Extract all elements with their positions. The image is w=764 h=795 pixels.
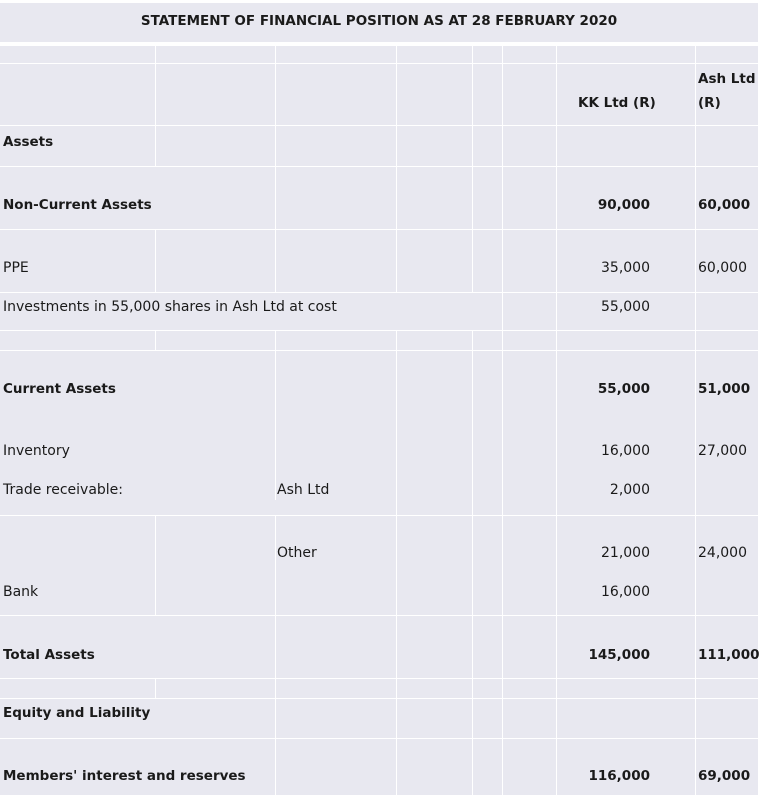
statement-title: STATEMENT OF FINANCIAL POSITION AS AT 28 FEBRUARY 2020 — [140, 13, 618, 29]
ash-ltd-value: 111,000 — [698, 647, 760, 663]
grid-hline — [0, 63, 758, 64]
grid-vline — [396, 330, 397, 795]
grid-vline — [502, 46, 503, 795]
grid-hline — [0, 330, 758, 331]
grid-hline — [0, 678, 758, 679]
row-label: Trade receivable: — [3, 482, 124, 498]
kk-ltd-value: 55,000 — [601, 299, 650, 315]
grid-hline — [0, 698, 758, 699]
kk-ltd-value: 90,000 — [597, 197, 650, 213]
grid-vline — [695, 46, 696, 795]
row-label: Total Assets — [3, 647, 95, 663]
ash-ltd-value: 69,000 — [698, 768, 751, 784]
grid-vline — [155, 678, 156, 698]
kk-ltd-value: 21,000 — [601, 545, 650, 561]
grid-vline — [275, 330, 276, 500]
ash-ltd-value: 24,000 — [698, 545, 747, 561]
row-sublabel: Ash Ltd — [277, 482, 330, 498]
row-label: Members' interest and reserves — [3, 768, 246, 784]
grid-vline — [472, 330, 473, 795]
row-label: Bank — [3, 584, 39, 600]
grid-vline — [275, 46, 276, 292]
grid-vline — [556, 46, 557, 795]
row-label: Non-Current Assets — [3, 197, 152, 213]
row-sublabel: Other — [277, 545, 317, 561]
kk-ltd-value: 16,000 — [601, 443, 650, 459]
grid-vline — [275, 515, 276, 795]
row-label: Current Assets — [3, 381, 116, 397]
kk-ltd-value: 116,000 — [588, 768, 650, 784]
grid-vline — [155, 229, 156, 292]
grid-hline — [0, 125, 758, 126]
row-label: Assets — [3, 134, 54, 150]
grid-vline — [396, 46, 397, 292]
ash-ltd-column-header-unit: (R) — [698, 95, 721, 111]
grid-hline — [0, 229, 758, 230]
kk-ltd-value: 145,000 — [588, 647, 650, 663]
kk-ltd-value: 2,000 — [609, 482, 650, 498]
grid-vline — [472, 46, 473, 292]
row-label: PPE — [3, 260, 29, 276]
grid-hline — [0, 615, 758, 616]
grid-hline — [0, 292, 758, 293]
grid-vline — [155, 46, 156, 166]
row-label: Equity and Liability — [3, 705, 151, 721]
kk-ltd-column-header: KK Ltd (R) — [578, 95, 656, 111]
grid-vline — [155, 330, 156, 350]
grid-hline — [0, 166, 758, 167]
ash-ltd-value: 60,000 — [698, 197, 751, 213]
kk-ltd-value: 35,000 — [601, 260, 650, 276]
row-label: Inventory — [3, 443, 70, 459]
kk-ltd-value: 16,000 — [601, 584, 650, 600]
grid-vline — [155, 515, 156, 615]
ash-ltd-value: 27,000 — [698, 443, 747, 459]
grid-hline — [0, 515, 758, 516]
ash-ltd-value: 60,000 — [698, 260, 747, 276]
grid-hline — [0, 738, 758, 739]
kk-ltd-value: 55,000 — [597, 381, 650, 397]
ash-ltd-value: 51,000 — [698, 381, 751, 397]
ash-ltd-column-header: Ash Ltd — [698, 71, 756, 87]
table-panel — [0, 46, 758, 795]
grid-hline — [0, 350, 758, 351]
row-label: Investments in 55,000 shares in Ash Ltd at cost — [3, 299, 337, 315]
